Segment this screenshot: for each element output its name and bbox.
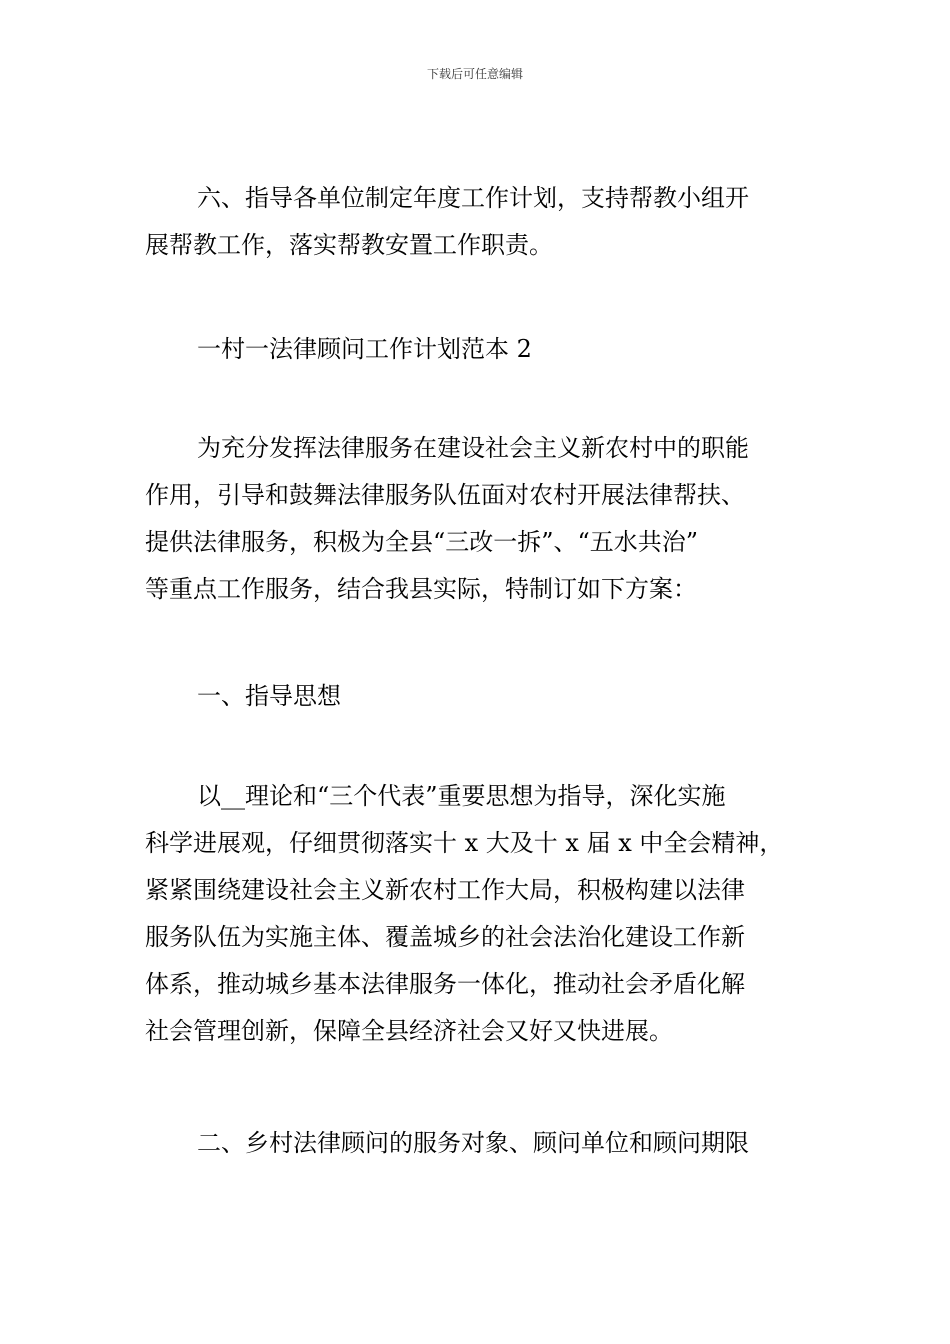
- paragraph-line: 提供法律服务，积极为全县“三改一拆”、“五水共治”: [145, 528, 699, 556]
- paragraph-line: 以__理论和“三个代表”重要思想为指导，深化实施: [197, 782, 726, 810]
- paragraph-intro: [145, 425, 810, 613]
- paragraph-guiding-thought: [145, 773, 810, 1055]
- paragraph-task-six: [145, 175, 810, 269]
- paragraph-line: 六、指导各单位制定年度工作计划，支持帮教小组开: [197, 184, 749, 212]
- paragraph-line: 社会管理创新，保障全县经济社会又好又快进展。: [145, 1017, 673, 1045]
- paragraph-line: 展帮教工作，落实帮教安置工作职责。: [145, 231, 553, 259]
- heading-guiding-thought: [145, 673, 810, 720]
- paragraph-line: 一、指导思想: [197, 682, 341, 710]
- paragraph-line: 为充分发挥法律服务在建设社会主义新农村中的职能: [197, 434, 749, 462]
- paragraph-line: 作用，引导和鼓舞法律服务队伍面对农村开展法律帮扶、: [145, 481, 745, 509]
- paragraph-line: 二、乡村法律顾问的服务对象、顾问单位和顾问期限: [197, 1129, 749, 1157]
- paragraph-line: 服务队伍为实施主体、覆盖城乡的社会法治化建设工作新: [145, 923, 745, 951]
- paragraph-line: 紧紧围绕建设社会主义新农村工作大局，积极构建以法律: [145, 876, 745, 904]
- paragraph-line: 科学进展观，仔细贯彻落实十 x 大及十 x 届 x 中全会精神，: [145, 829, 784, 857]
- paragraph-line: 一村一法律顾问工作计划范本 2: [197, 335, 532, 363]
- header-note: 下载后可任意编辑: [426, 67, 523, 81]
- heading-service-scope: [145, 1120, 810, 1167]
- paragraph-line: 等重点工作服务，结合我县实际，特制订如下方案：: [145, 575, 697, 603]
- paragraph-line: 体系，推动城乡基本法律服务一体化，推动社会矛盾化解: [145, 970, 745, 998]
- section-title-plan-2: [145, 326, 810, 373]
